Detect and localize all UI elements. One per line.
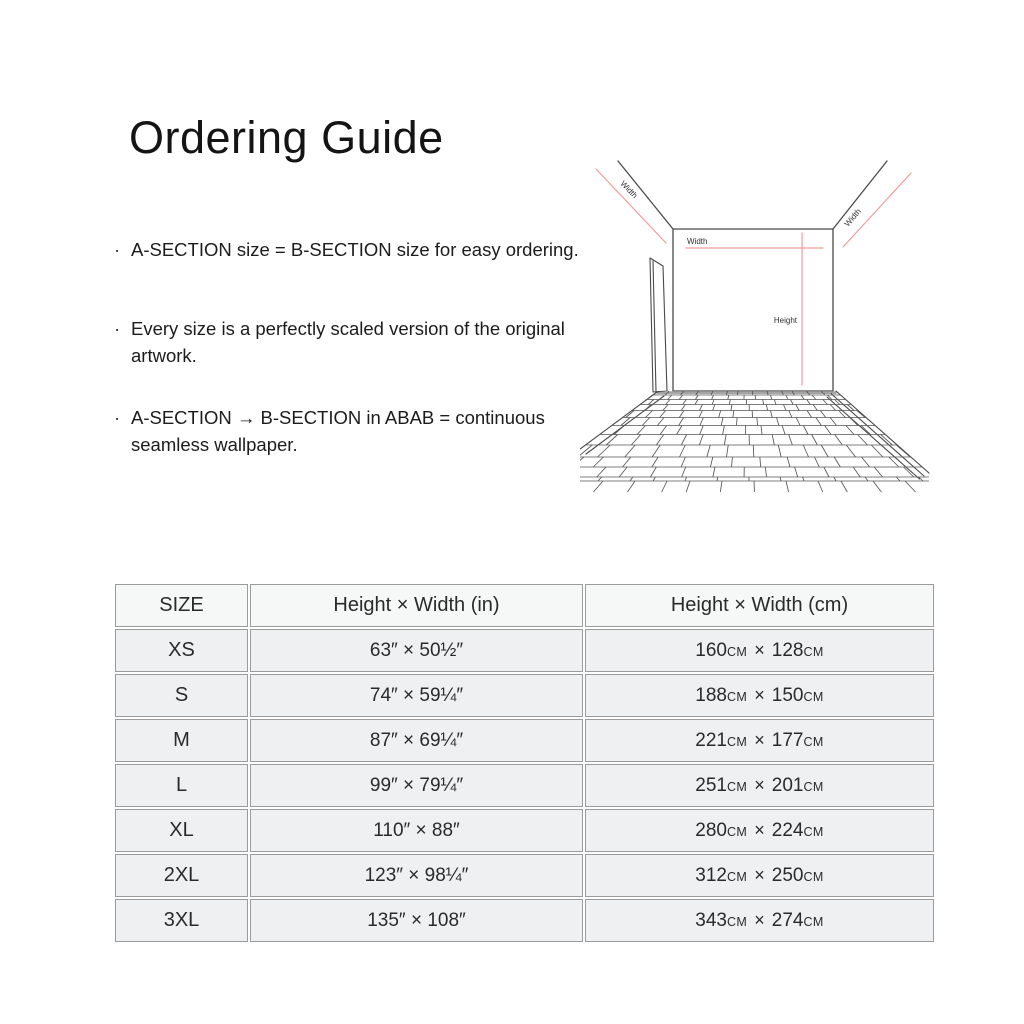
times-sign: × <box>754 819 765 840</box>
room-illustration <box>580 140 1024 510</box>
cm-unit: CM <box>726 869 748 884</box>
size-cell: M <box>115 719 248 762</box>
size-cell: XL <box>115 809 248 852</box>
table-row <box>115 899 934 942</box>
inches-cell: 135″ × 108″ <box>250 899 583 942</box>
cm-unit: CM <box>803 914 824 929</box>
cm-unit: CM <box>726 644 748 659</box>
size-cell: 2XL <box>115 854 248 897</box>
times-sign: × <box>754 684 765 705</box>
size-table <box>113 582 936 944</box>
col-header-inches: Height × Width (in) <box>250 584 583 627</box>
table-row <box>115 764 934 807</box>
bullet-line-1: A-SECTION → B-SECTION in ABAB = continuous <box>131 407 545 428</box>
back-wall <box>673 229 833 391</box>
inches-cell: 74″ × 59¼″ <box>250 674 583 717</box>
cm-width-value: 201 <box>771 774 804 796</box>
width-label-back: Width <box>687 237 708 246</box>
bullet-line-2: artwork. <box>131 345 197 366</box>
bullet-marker: · <box>114 239 121 260</box>
door <box>650 258 667 392</box>
bullet-item-easy-ordering <box>114 236 579 263</box>
size-cell: 3XL <box>115 899 248 942</box>
cm-cell <box>585 854 934 897</box>
bullet-item-scaled-artwork <box>114 315 565 369</box>
wall-sketch <box>580 161 929 479</box>
size-cell: XS <box>115 629 248 672</box>
size-cell: S <box>115 674 248 717</box>
left-ceiling-edge <box>618 161 673 229</box>
right-ceiling-edge <box>833 161 887 229</box>
bullet-text <box>131 315 565 369</box>
cm-unit: CM <box>803 734 824 749</box>
cm-cell <box>585 809 934 852</box>
cm-unit: CM <box>803 824 824 839</box>
cm-height-value: 221 <box>695 729 727 751</box>
inches-cell: 63″ × 50½″ <box>250 629 583 672</box>
cm-cell <box>585 764 934 807</box>
cm-height-value: 160 <box>695 639 727 661</box>
cm-height-value: 312 <box>695 864 727 886</box>
col-header-cm: Height × Width (cm) <box>585 584 934 627</box>
cm-width-value: 250 <box>771 864 804 886</box>
cm-unit: CM <box>803 689 824 704</box>
table-row <box>115 629 934 672</box>
cm-unit: CM <box>726 734 748 749</box>
cm-unit: CM <box>726 824 748 839</box>
times-sign: × <box>754 639 765 660</box>
cm-unit: CM <box>726 914 748 929</box>
table-row <box>115 719 934 762</box>
left-width-measure-line <box>596 169 666 243</box>
inches-cell: 123″ × 98¼″ <box>250 854 583 897</box>
size-cell: L <box>115 764 248 807</box>
width-label-left: Width <box>618 179 640 201</box>
cm-height-value: 343 <box>695 909 727 931</box>
cm-unit: CM <box>803 869 824 884</box>
inches-cell: 99″ × 79¼″ <box>250 764 583 807</box>
cm-cell <box>585 899 934 942</box>
bullet-marker: · <box>114 407 121 428</box>
times-sign: × <box>754 729 765 750</box>
cm-unit: CM <box>803 644 824 659</box>
cm-width-value: 150 <box>771 684 804 706</box>
bullet-text <box>131 236 579 263</box>
bullet-line-1: Every size is a perfectly scaled version of the original <box>131 318 565 339</box>
cm-width-value: 128 <box>771 639 804 661</box>
bullet-text <box>131 404 545 458</box>
height-label: Height <box>773 316 797 325</box>
cm-unit: CM <box>726 779 748 794</box>
inches-cell: 87″ × 69¼″ <box>250 719 583 762</box>
bullet-line-2: seamless wallpaper. <box>131 434 298 455</box>
page-title: Ordering Guide <box>129 112 444 163</box>
measure-lines <box>596 169 911 385</box>
times-sign: × <box>754 909 765 930</box>
cm-height-value: 251 <box>695 774 727 796</box>
bullet-item-seamless-wallpaper <box>114 404 545 458</box>
cm-cell <box>585 719 934 762</box>
cm-cell <box>585 629 934 672</box>
cm-unit: CM <box>803 779 824 794</box>
cm-height-value: 280 <box>695 819 727 841</box>
floor-planks <box>580 391 1024 492</box>
cm-width-value: 224 <box>771 819 804 841</box>
cm-width-value: 274 <box>771 909 804 931</box>
bullet-line-1: A-SECTION size = B-SECTION size for easy ordering. <box>131 239 579 260</box>
times-sign: × <box>754 774 765 795</box>
cm-cell <box>585 674 934 717</box>
table-header-row <box>115 584 934 627</box>
table-row <box>115 674 934 717</box>
cm-height-value: 188 <box>695 684 727 706</box>
times-sign: × <box>754 864 765 885</box>
bullet-marker: · <box>114 318 121 339</box>
table-row <box>115 854 934 897</box>
inches-cell: 110″ × 88″ <box>250 809 583 852</box>
cm-width-value: 177 <box>771 729 804 751</box>
col-header-size: SIZE <box>115 584 248 627</box>
cm-unit: CM <box>726 689 748 704</box>
table-row <box>115 809 934 852</box>
width-label-right: Width <box>842 206 863 229</box>
